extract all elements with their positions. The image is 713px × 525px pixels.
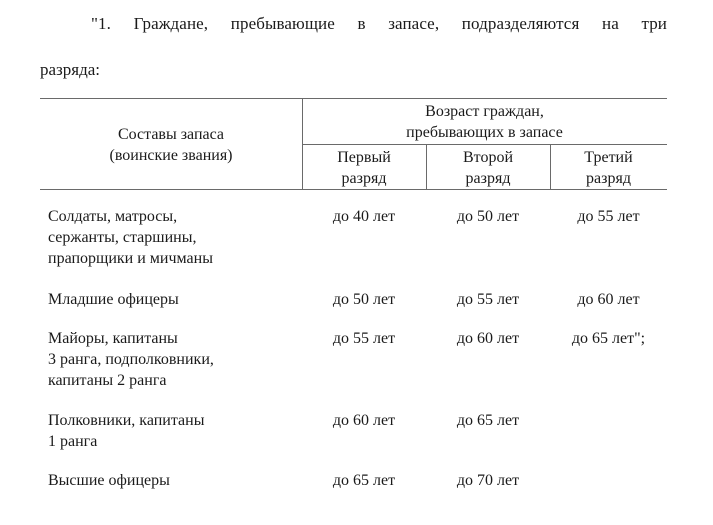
- row-5-composition-line-1: Высшие офицеры: [48, 472, 170, 489]
- header-composition-line-1: Составы запаса: [117, 126, 225, 143]
- header-composition: [40, 124, 302, 166]
- header-age-group-line-2: пребывающих в запасе: [406, 124, 563, 141]
- header-age-group: [302, 101, 667, 143]
- header-category-second-line-2: разряд: [465, 170, 511, 187]
- row-1-composition-line-2: сержанты, старшины,: [48, 229, 197, 246]
- table-row-3-composition: [48, 328, 298, 391]
- row-3-composition-line-1: Майоры, капитаны: [48, 330, 178, 347]
- table-row-3-second: до 60 лет: [456, 330, 520, 347]
- row-1-composition-line-3: прапорщики и мичманы: [48, 250, 213, 267]
- header-category-first-line-1: Первый: [337, 149, 391, 166]
- header-category-first: [302, 147, 426, 189]
- table-top-rule: [40, 98, 667, 99]
- header-category-third-line-2: разряд: [586, 170, 631, 187]
- table-row-2-second: до 55 лет: [456, 291, 520, 308]
- table-row-1-composition: [48, 206, 298, 269]
- table-row-3-third: до 65 лет";: [571, 330, 646, 347]
- intro-paragraph-line-1: "1. Граждане, пребывающие в запасе, подразделяются на три: [91, 14, 667, 33]
- row-4-composition-line-2: 1 ранга: [48, 433, 98, 450]
- row-3-composition-line-2: 3 ранга, подполковники,: [48, 351, 214, 368]
- header-category-third-line-1: Третий: [584, 149, 633, 166]
- row-1-composition-line-1: Солдаты, матросы,: [48, 208, 178, 225]
- table-row-3-first: до 55 лет: [332, 330, 396, 347]
- table-row-5-composition: [48, 470, 298, 491]
- table-row-5-first: до 65 лет: [332, 472, 396, 489]
- header-category-third: [550, 147, 667, 189]
- row-3-composition-line-3: капитаны 2 ранга: [48, 372, 167, 389]
- header-category-second: [426, 147, 550, 189]
- header-composition-line-2: (воинские звания): [109, 147, 233, 164]
- table-row-2-first: до 50 лет: [332, 291, 396, 308]
- table-row-5-second: до 70 лет: [456, 472, 520, 489]
- header-bottom-rule: [40, 189, 667, 190]
- table-row-4-composition: [48, 410, 298, 452]
- row-2-composition-line-1: Младшие офицеры: [48, 291, 179, 308]
- header-category-first-line-2: разряд: [341, 170, 387, 187]
- table-row-2-third: до 60 лет: [577, 291, 640, 308]
- header-group-underline: [302, 144, 667, 145]
- table-row-1-second: до 50 лет: [456, 208, 520, 225]
- intro-paragraph-line-2: разряда:: [40, 60, 100, 79]
- table-row-1-first: до 40 лет: [332, 208, 396, 225]
- header-category-second-line-1: Второй: [462, 149, 513, 166]
- table-row-1-third: до 55 лет: [577, 208, 640, 225]
- table-row-4-second: до 65 лет: [456, 412, 520, 429]
- table-row-4-first: до 60 лет: [332, 412, 396, 429]
- table-row-2-composition: [48, 289, 298, 310]
- row-4-composition-line-1: Полковники, капитаны: [48, 412, 205, 429]
- header-age-group-line-1: Возраст граждан,: [425, 103, 544, 120]
